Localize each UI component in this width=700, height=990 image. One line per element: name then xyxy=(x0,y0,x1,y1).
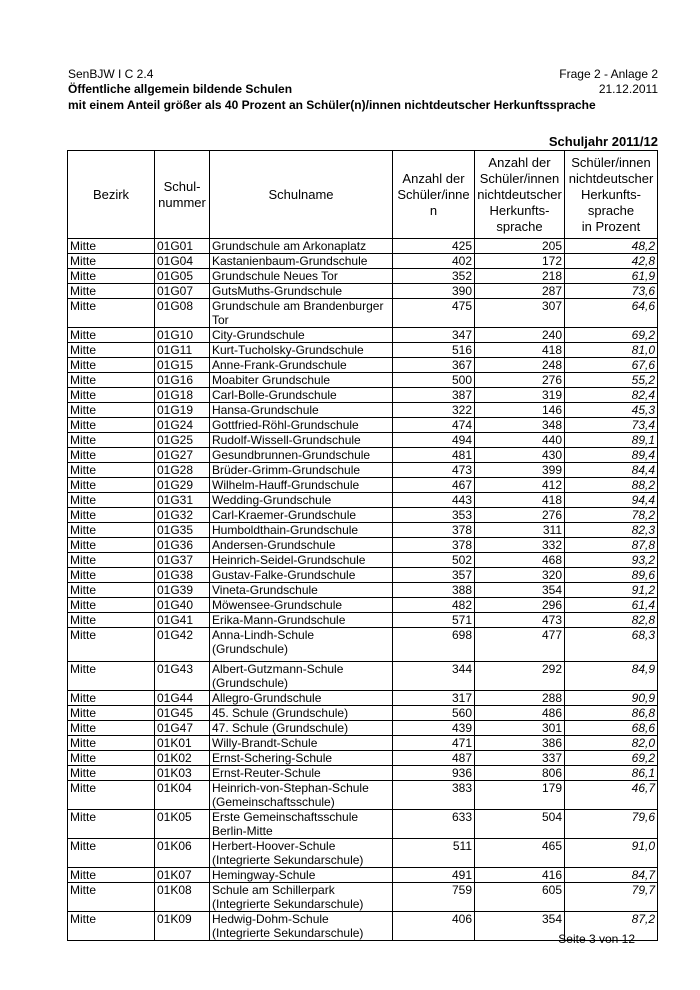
cell-schulname: Gustav-Falke-Grundschule xyxy=(210,568,393,583)
cell-bezirk: Mitte xyxy=(68,388,155,403)
table-row xyxy=(68,810,658,839)
cell-prozent: 78,2 xyxy=(565,508,658,523)
cell-ndh: 276 xyxy=(475,508,565,523)
cell-bezirk: Mitte xyxy=(68,254,155,269)
cell-prozent: 69,2 xyxy=(565,328,658,343)
cell-bezirk: Mitte xyxy=(68,493,155,508)
cell-prozent: 87,8 xyxy=(565,538,658,553)
cell-prozent: 88,2 xyxy=(565,478,658,493)
cell-ndh: 468 xyxy=(475,553,565,568)
cell-anzahl: 317 xyxy=(393,691,475,706)
cell-prozent: 91,0 xyxy=(565,839,658,868)
cell-schulnummer: 01G40 xyxy=(155,598,210,613)
cell-prozent: 89,1 xyxy=(565,433,658,448)
cell-ndh: 146 xyxy=(475,403,565,418)
document-date: 21.12.2011 xyxy=(598,82,658,96)
cell-prozent: 73,6 xyxy=(565,284,658,299)
cell-prozent: 91,2 xyxy=(565,583,658,598)
cell-bezirk: Mitte xyxy=(68,751,155,766)
cell-anzahl: 439 xyxy=(393,721,475,736)
table-row xyxy=(68,538,658,553)
cell-bezirk: Mitte xyxy=(68,583,155,598)
cell-anzahl: 698 xyxy=(393,628,475,662)
cell-prozent: 84,7 xyxy=(565,868,658,883)
cell-bezirk: Mitte xyxy=(68,299,155,328)
table-row xyxy=(68,388,658,403)
cell-anzahl: 481 xyxy=(393,448,475,463)
table-row xyxy=(68,568,658,583)
cell-ndh: 301 xyxy=(475,721,565,736)
table-row xyxy=(68,583,658,598)
cell-ndh: 412 xyxy=(475,478,565,493)
cell-ndh: 276 xyxy=(475,373,565,388)
table-row xyxy=(68,358,658,373)
cell-schulname: Allegro-Grundschule xyxy=(210,691,393,706)
cell-ndh: 320 xyxy=(475,568,565,583)
col-header-bezirk: Bezirk xyxy=(68,151,155,239)
cell-prozent: 73,4 xyxy=(565,418,658,433)
cell-ndh: 240 xyxy=(475,328,565,343)
cell-schulnummer: 01G35 xyxy=(155,523,210,538)
cell-schulnummer: 01G04 xyxy=(155,254,210,269)
cell-anzahl: 475 xyxy=(393,299,475,328)
cell-schulnummer: 01G25 xyxy=(155,433,210,448)
cell-schulnummer: 01G47 xyxy=(155,721,210,736)
cell-anzahl: 516 xyxy=(393,343,475,358)
cell-ndh: 218 xyxy=(475,269,565,284)
cell-schulname: Möwensee-Grundschule xyxy=(210,598,393,613)
cell-ndh: 332 xyxy=(475,538,565,553)
table-row xyxy=(68,403,658,418)
cell-prozent: 86,8 xyxy=(565,706,658,721)
table-row xyxy=(68,373,658,388)
cell-schulnummer: 01G37 xyxy=(155,553,210,568)
cell-bezirk: Mitte xyxy=(68,706,155,721)
table-row xyxy=(68,463,658,478)
cell-prozent: 82,0 xyxy=(565,736,658,751)
cell-schulname: Carl-Bolle-Grundschule xyxy=(210,388,393,403)
cell-schulname: Hansa-Grundschule xyxy=(210,403,393,418)
cell-schulname: Kastanienbaum-Grundschule xyxy=(210,254,393,269)
cell-ndh: 172 xyxy=(475,254,565,269)
cell-prozent: 87,2 xyxy=(565,912,658,941)
table-row xyxy=(68,628,658,662)
cell-schulname: Brüder-Grimm-Grundschule xyxy=(210,463,393,478)
cell-bezirk: Mitte xyxy=(68,463,155,478)
table-row xyxy=(68,328,658,343)
cell-schulname: Anne-Frank-Grundschule xyxy=(210,358,393,373)
cell-schulnummer: 01K08 xyxy=(155,883,210,912)
cell-schulname: Humboldthain-Grundschule xyxy=(210,523,393,538)
cell-prozent: 86,1 xyxy=(565,766,658,781)
cell-bezirk: Mitte xyxy=(68,343,155,358)
table-row xyxy=(68,478,658,493)
cell-schulnummer: 01G39 xyxy=(155,583,210,598)
schools-table xyxy=(67,150,658,941)
cell-schulnummer: 01G43 xyxy=(155,662,210,691)
table-header-row xyxy=(68,151,658,239)
question-annex: Frage 2 - Anlage 2 xyxy=(559,67,658,81)
cell-bezirk: Mitte xyxy=(68,284,155,299)
cell-schulnummer: 01G11 xyxy=(155,343,210,358)
cell-prozent: 79,7 xyxy=(565,883,658,912)
cell-schulname: Carl-Kraemer-Grundschule xyxy=(210,508,393,523)
cell-anzahl: 487 xyxy=(393,751,475,766)
cell-ndh: 354 xyxy=(475,912,565,941)
cell-bezirk: Mitte xyxy=(68,433,155,448)
cell-bezirk: Mitte xyxy=(68,553,155,568)
cell-anzahl: 353 xyxy=(393,508,475,523)
cell-bezirk: Mitte xyxy=(68,418,155,433)
cell-schulnummer: 01K06 xyxy=(155,839,210,868)
cell-ndh: 440 xyxy=(475,433,565,448)
table-row xyxy=(68,418,658,433)
cell-schulname: City-Grundschule xyxy=(210,328,393,343)
cell-schulname: Moabiter Grundschule xyxy=(210,373,393,388)
table-row xyxy=(68,239,658,254)
cell-anzahl: 388 xyxy=(393,583,475,598)
cell-bezirk: Mitte xyxy=(68,269,155,284)
cell-schulname: Hemingway-Schule xyxy=(210,868,393,883)
cell-prozent: 68,6 xyxy=(565,721,658,736)
cell-schulnummer: 01G19 xyxy=(155,403,210,418)
cell-schulnummer: 01G29 xyxy=(155,478,210,493)
cell-schulnummer: 01G08 xyxy=(155,299,210,328)
cell-prozent: 81,0 xyxy=(565,343,658,358)
cell-anzahl: 473 xyxy=(393,463,475,478)
table-row xyxy=(68,598,658,613)
cell-schulname: Andersen-Grundschule xyxy=(210,538,393,553)
col-header-anzahl: Anzahl der Schüler/inne n xyxy=(393,151,475,239)
col-header-schulnummer: Schul- nummer xyxy=(155,151,210,239)
cell-anzahl: 571 xyxy=(393,613,475,628)
cell-ndh: 605 xyxy=(475,883,565,912)
cell-ndh: 354 xyxy=(475,583,565,598)
cell-ndh: 416 xyxy=(475,868,565,883)
cell-bezirk: Mitte xyxy=(68,810,155,839)
cell-prozent: 69,2 xyxy=(565,751,658,766)
cell-prozent: 68,3 xyxy=(565,628,658,662)
col-header-ndh: Anzahl der Schüler/innen nichtdeutscher Herkunfts- sprache xyxy=(475,151,565,239)
cell-anzahl: 443 xyxy=(393,493,475,508)
cell-prozent: 84,9 xyxy=(565,662,658,691)
cell-bezirk: Mitte xyxy=(68,448,155,463)
cell-prozent: 55,2 xyxy=(565,373,658,388)
cell-schulnummer: 01G28 xyxy=(155,463,210,478)
cell-anzahl: 378 xyxy=(393,523,475,538)
cell-anzahl: 383 xyxy=(393,781,475,810)
cell-anzahl: 494 xyxy=(393,433,475,448)
cell-bezirk: Mitte xyxy=(68,912,155,941)
table-row xyxy=(68,706,658,721)
cell-ndh: 465 xyxy=(475,839,565,868)
cell-schulname: 47. Schule (Grundschule) xyxy=(210,721,393,736)
cell-ndh: 288 xyxy=(475,691,565,706)
cell-prozent: 48,2 xyxy=(565,239,658,254)
cell-anzahl: 502 xyxy=(393,553,475,568)
cell-schulname: Schule am Schillerpark (Integrierte Sekundarschule) xyxy=(210,883,393,912)
cell-schulnummer: 01G42 xyxy=(155,628,210,662)
cell-ndh: 319 xyxy=(475,388,565,403)
cell-bezirk: Mitte xyxy=(68,403,155,418)
cell-schulname: Ernst-Schering-Schule xyxy=(210,751,393,766)
cell-schulnummer: 01G36 xyxy=(155,538,210,553)
cell-ndh: 806 xyxy=(475,766,565,781)
table-row xyxy=(68,781,658,810)
cell-prozent: 94,4 xyxy=(565,493,658,508)
cell-ndh: 477 xyxy=(475,628,565,662)
table-row xyxy=(68,613,658,628)
cell-anzahl: 482 xyxy=(393,598,475,613)
table-row xyxy=(68,299,658,328)
cell-schulnummer: 01G44 xyxy=(155,691,210,706)
cell-anzahl: 936 xyxy=(393,766,475,781)
cell-bezirk: Mitte xyxy=(68,839,155,868)
cell-ndh: 473 xyxy=(475,613,565,628)
cell-prozent: 42,8 xyxy=(565,254,658,269)
table-row xyxy=(68,766,658,781)
table-row xyxy=(68,553,658,568)
cell-schulnummer: 01G38 xyxy=(155,568,210,583)
cell-anzahl: 759 xyxy=(393,883,475,912)
cell-ndh: 418 xyxy=(475,343,565,358)
cell-bezirk: Mitte xyxy=(68,613,155,628)
cell-schulname: Gesundbrunnen-Grundschule xyxy=(210,448,393,463)
cell-schulnummer: 01K05 xyxy=(155,810,210,839)
cell-ndh: 337 xyxy=(475,751,565,766)
cell-anzahl: 347 xyxy=(393,328,475,343)
cell-ndh: 430 xyxy=(475,448,565,463)
cell-bezirk: Mitte xyxy=(68,781,155,810)
cell-bezirk: Mitte xyxy=(68,628,155,662)
cell-anzahl: 367 xyxy=(393,358,475,373)
cell-anzahl: 471 xyxy=(393,736,475,751)
cell-bezirk: Mitte xyxy=(68,523,155,538)
cell-bezirk: Mitte xyxy=(68,568,155,583)
cell-schulname: Heinrich-von-Stephan-Schule (Gemeinschaftsschule) xyxy=(210,781,393,810)
cell-schulnummer: 01G16 xyxy=(155,373,210,388)
cell-schulname: Grundschule am Arkonaplatz xyxy=(210,239,393,254)
cell-anzahl: 633 xyxy=(393,810,475,839)
cell-prozent: 64,6 xyxy=(565,299,658,328)
cell-anzahl: 357 xyxy=(393,568,475,583)
cell-schulname: Erste Gemeinschaftsschule Berlin-Mitte xyxy=(210,810,393,839)
cell-schulname: Herbert-Hoover-Schule (Integrierte Sekundarschule) xyxy=(210,839,393,868)
cell-schulnummer: 01K07 xyxy=(155,868,210,883)
table-row xyxy=(68,284,658,299)
cell-schulnummer: 01G45 xyxy=(155,706,210,721)
cell-schulname: Anna-Lindh-Schule (Grundschule) xyxy=(210,628,393,662)
table-row xyxy=(68,493,658,508)
cell-schulnummer: 01G41 xyxy=(155,613,210,628)
table-row xyxy=(68,751,658,766)
cell-bezirk: Mitte xyxy=(68,721,155,736)
cell-ndh: 311 xyxy=(475,523,565,538)
cell-schulnummer: 01G15 xyxy=(155,358,210,373)
table-row xyxy=(68,721,658,736)
cell-ndh: 486 xyxy=(475,706,565,721)
cell-schulname: Hedwig-Dohm-Schule (Integrierte Sekundarschule) xyxy=(210,912,393,941)
table-row xyxy=(68,883,658,912)
school-year: Schuljahr 2011/12 xyxy=(548,134,658,149)
cell-prozent: 79,6 xyxy=(565,810,658,839)
cell-schulnummer: 01G07 xyxy=(155,284,210,299)
cell-bezirk: Mitte xyxy=(68,373,155,388)
cell-bezirk: Mitte xyxy=(68,538,155,553)
cell-prozent: 61,4 xyxy=(565,598,658,613)
table-row xyxy=(68,508,658,523)
cell-schulname: Vineta-Grundschule xyxy=(210,583,393,598)
page-number: Seite 3 von 12 xyxy=(558,932,635,946)
cell-bezirk: Mitte xyxy=(68,508,155,523)
cell-anzahl: 425 xyxy=(393,239,475,254)
cell-schulnummer: 01K02 xyxy=(155,751,210,766)
cell-bezirk: Mitte xyxy=(68,691,155,706)
cell-schulnummer: 01G05 xyxy=(155,269,210,284)
cell-prozent: 82,8 xyxy=(565,613,658,628)
cell-ndh: 296 xyxy=(475,598,565,613)
document-title: Öffentliche allgemein bildende Schulen xyxy=(68,82,293,96)
table-row xyxy=(68,343,658,358)
cell-schulnummer: 01G27 xyxy=(155,448,210,463)
cell-bezirk: Mitte xyxy=(68,239,155,254)
cell-anzahl: 491 xyxy=(393,868,475,883)
cell-schulnummer: 01G32 xyxy=(155,508,210,523)
cell-schulnummer: 01G10 xyxy=(155,328,210,343)
cell-prozent: 46,7 xyxy=(565,781,658,810)
table-row xyxy=(68,662,658,691)
cell-bezirk: Mitte xyxy=(68,328,155,343)
cell-anzahl: 378 xyxy=(393,538,475,553)
cell-ndh: 399 xyxy=(475,463,565,478)
cell-prozent: 89,4 xyxy=(565,448,658,463)
cell-ndh: 205 xyxy=(475,239,565,254)
table-row xyxy=(68,839,658,868)
cell-anzahl: 560 xyxy=(393,706,475,721)
col-header-prozent: Schüler/innen nichtdeutscher Herkunfts- sprache in Prozent xyxy=(565,151,658,239)
cell-anzahl: 344 xyxy=(393,662,475,691)
table-row xyxy=(68,691,658,706)
cell-schulname: Grundschule Neues Tor xyxy=(210,269,393,284)
cell-schulname: Albert-Gutzmann-Schule (Grundschule) xyxy=(210,662,393,691)
cell-schulname: Kurt-Tucholsky-Grundschule xyxy=(210,343,393,358)
cell-schulname: Gottfried-Röhl-Grundschule xyxy=(210,418,393,433)
cell-schulname: Willy-Brandt-Schule xyxy=(210,736,393,751)
department-code: SenBJW I C 2.4 xyxy=(68,67,154,81)
cell-ndh: 418 xyxy=(475,493,565,508)
cell-schulnummer: 01K04 xyxy=(155,781,210,810)
cell-anzahl: 467 xyxy=(393,478,475,493)
cell-prozent: 84,4 xyxy=(565,463,658,478)
cell-anzahl: 500 xyxy=(393,373,475,388)
cell-bezirk: Mitte xyxy=(68,598,155,613)
cell-bezirk: Mitte xyxy=(68,736,155,751)
table-row xyxy=(68,254,658,269)
cell-schulnummer: 01G18 xyxy=(155,388,210,403)
cell-bezirk: Mitte xyxy=(68,358,155,373)
cell-prozent: 61,9 xyxy=(565,269,658,284)
cell-anzahl: 352 xyxy=(393,269,475,284)
cell-schulnummer: 01G31 xyxy=(155,493,210,508)
cell-bezirk: Mitte xyxy=(68,766,155,781)
cell-anzahl: 387 xyxy=(393,388,475,403)
cell-schulname: GutsMuths-Grundschule xyxy=(210,284,393,299)
cell-schulnummer: 01K03 xyxy=(155,766,210,781)
cell-bezirk: Mitte xyxy=(68,478,155,493)
table-row xyxy=(68,433,658,448)
cell-anzahl: 390 xyxy=(393,284,475,299)
cell-prozent: 82,3 xyxy=(565,523,658,538)
cell-schulname: Wedding-Grundschule xyxy=(210,493,393,508)
cell-prozent: 90,9 xyxy=(565,691,658,706)
cell-anzahl: 322 xyxy=(393,403,475,418)
cell-prozent: 82,4 xyxy=(565,388,658,403)
table-row xyxy=(68,523,658,538)
cell-bezirk: Mitte xyxy=(68,868,155,883)
cell-bezirk: Mitte xyxy=(68,883,155,912)
cell-ndh: 292 xyxy=(475,662,565,691)
cell-schulnummer: 01K09 xyxy=(155,912,210,941)
cell-prozent: 89,6 xyxy=(565,568,658,583)
cell-schulnummer: 01G24 xyxy=(155,418,210,433)
cell-prozent: 93,2 xyxy=(565,553,658,568)
cell-anzahl: 511 xyxy=(393,839,475,868)
cell-ndh: 504 xyxy=(475,810,565,839)
header-line-1 xyxy=(68,67,658,81)
cell-schulnummer: 01K01 xyxy=(155,736,210,751)
cell-anzahl: 402 xyxy=(393,254,475,269)
header-line-2 xyxy=(68,82,658,96)
cell-anzahl: 474 xyxy=(393,418,475,433)
cell-ndh: 386 xyxy=(475,736,565,751)
cell-ndh: 348 xyxy=(475,418,565,433)
cell-schulname: Rudolf-Wissell-Grundschule xyxy=(210,433,393,448)
cell-schulname: Grundschule am Brandenburger Tor xyxy=(210,299,393,328)
cell-anzahl: 406 xyxy=(393,912,475,941)
cell-ndh: 179 xyxy=(475,781,565,810)
cell-prozent: 67,6 xyxy=(565,358,658,373)
cell-schulname: Ernst-Reuter-Schule xyxy=(210,766,393,781)
cell-schulname: 45. Schule (Grundschule) xyxy=(210,706,393,721)
cell-prozent: 45,3 xyxy=(565,403,658,418)
cell-schulname: Erika-Mann-Grundschule xyxy=(210,613,393,628)
cell-ndh: 248 xyxy=(475,358,565,373)
col-header-schulname: Schulname xyxy=(210,151,393,239)
cell-schulname: Wilhelm-Hauff-Grundschule xyxy=(210,478,393,493)
table-row xyxy=(68,269,658,284)
table-row xyxy=(68,868,658,883)
cell-schulname: Heinrich-Seidel-Grundschule xyxy=(210,553,393,568)
table-row xyxy=(68,448,658,463)
cell-ndh: 307 xyxy=(475,299,565,328)
document-subtitle: mit einem Anteil größer als 40 Prozent an Schüler(n)/innen nichtdeutscher Herkunftssprache xyxy=(68,98,596,112)
cell-schulnummer: 01G01 xyxy=(155,239,210,254)
cell-bezirk: Mitte xyxy=(68,662,155,691)
table-row xyxy=(68,736,658,751)
cell-ndh: 287 xyxy=(475,284,565,299)
